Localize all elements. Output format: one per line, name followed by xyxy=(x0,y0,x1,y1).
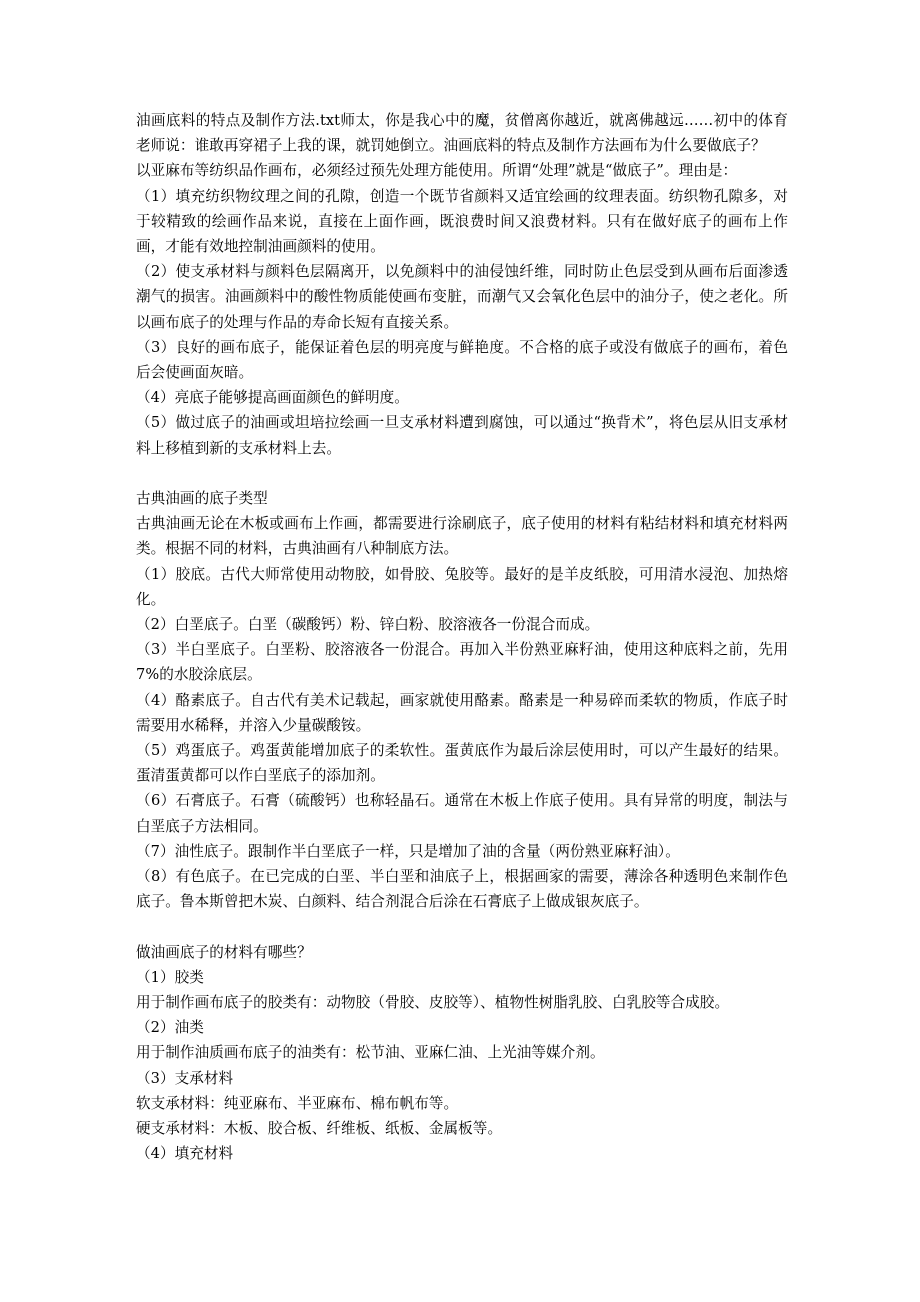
paragraph-reason-intro: 以亚麻布等纺织品作画布，必须经过预先处理方能使用。所谓“处理”就是“做底子”。理由是： xyxy=(136,162,738,180)
paragraph-reason-3: （3）良好的画布底子，能保证着色层的明亮度与鲜艳度。不合格的底子或没有做底子的画布，着色后会使画面灰暗。 xyxy=(136,338,788,382)
section-heading-materials: 做油画底子的材料有哪些？ xyxy=(136,943,312,961)
paragraph-intro: 油画底料的特点及制作方法.txt师太，你是我心中的魔，贫僧离你越近，就离佛越远……初中的体育老师说：谁敢再穿裙子上我的课，就罚她倒立。油画底料的特点及制作方法画布为什么要做底子？ xyxy=(136,112,788,155)
paragraph-ground-type-2: （2）白垩底子。白垩（碳酸钙）粉、锌白粉、胶溶液各一份混合而成。 xyxy=(136,616,600,634)
paragraph-ground-type-4: （4）酪素底子。自古代有美术记载起，画家就使用酪素。酪素是一种易碎而柔软的物质，作底子时需要用水稀释，并溶入少量碳酸铵。 xyxy=(136,691,788,734)
paragraph-reason-2: （2）使支承材料与颜料色层隔离开，以免颜料中的油侵蚀纤维，同时防止色层受到从画布后面渗透潮气的损害。油画颜料中的酸性物质能使画布变脏，而潮气又会氧化色层中的油分子，使之老化。所以画布底子的处理与作品的寿命长短有直接关系。 xyxy=(136,263,788,331)
paragraph-reason-5: （5）做过底子的油画或坦培拉绘画一旦支承材料遭到腐蚀，可以通过“换背术”，将色层从旧支承材料上移植到新的支承材料上去。 xyxy=(136,414,788,457)
materials-subheading-glue: （1）胶类 xyxy=(136,968,204,986)
blank-line xyxy=(136,914,788,939)
paragraph-ground-type-8: （8）有色底子。在已完成的白垩、半白垩和油底子上，根据画家的需要，薄涂各种透明色来制作色底子。鲁本斯曾把木炭、白颜料、结合剂混合后涂在石膏底子上做成银灰底子。 xyxy=(136,868,788,911)
paragraph-reason-1: （1）填充纺织物纹理之间的孔隙，创造一个既节省颜料又适宜绘画的纹理表面。纺织物孔隙多，对于较精致的绘画作品来说，直接在上面作画，既浪费时间又浪费材料。只有在做好底子的画布上作画，才能有效地控制油画颜料的使用。 xyxy=(136,187,788,256)
paragraph-ground-types-intro: 古典油画无论在木板或画布上作画，都需要进行涂刷底子，底子使用的材料有粘结材料和填充材料两类。根据不同的材料，古典油画有八种制底方法。 xyxy=(136,515,788,558)
paragraph-ground-type-7: （7）油性底子。跟制作半白垩底子一样，只是增加了油的含量（两份熟亚麻籽油）。 xyxy=(136,842,680,860)
paragraph-reason-4: （4）亮底子能够提高画面颜色的鲜明度。 xyxy=(136,389,409,407)
materials-subheading-support: （3）支承材料 xyxy=(136,1069,234,1087)
paragraph-ground-type-3: （3）半白垩底子。白垩粉、胶溶液各一份混合。再加入半份熟亚麻籽油，使用这种底料之前，先用7%的水胶涂底层。 xyxy=(136,641,788,684)
section-heading-ground-types: 古典油画的底子类型 xyxy=(136,490,268,508)
paragraph-ground-type-1: （1）胶底。古代大师常使用动物胶，如骨胶、兔胶等。最好的是羊皮纸胶，可用清水浸泡、加热熔化。 xyxy=(136,565,788,608)
materials-hard-support-text: 硬支承材料：木板、胶合板、纤维板、纸板、金属板等。 xyxy=(136,1120,503,1138)
materials-oil-text: 用于制作油质画布底子的油类有：松节油、亚麻仁油、上光油等媒介剂。 xyxy=(136,1044,605,1062)
paragraph-ground-type-6: （6）石膏底子。石膏（硫酸钙）也称轻晶石。通常在木板上作底子使用。具有异常的明度，制法与白垩底子方法相同。 xyxy=(136,792,788,835)
materials-glue-text: 用于制作画布底子的胶类有：动物胶（骨胶、皮胶等）、植物性树脂乳胶、白乳胶等合成胶。 xyxy=(136,994,730,1012)
blank-line xyxy=(136,461,788,486)
paragraph-ground-type-5: （5）鸡蛋底子。鸡蛋黄能增加底子的柔软性。蛋黄底作为最后涂层使用时，可以产生最好的结果。蛋清蛋黄都可以作白垩底子的添加剂。 xyxy=(136,742,788,785)
document-body xyxy=(136,108,788,1167)
materials-soft-support-text: 软支承材料：纯亚麻布、半亚麻布、棉布帆布等。 xyxy=(136,1094,459,1112)
materials-subheading-oil: （2）油类 xyxy=(136,1019,204,1037)
materials-subheading-filler: （4）填充材料 xyxy=(136,1145,234,1163)
